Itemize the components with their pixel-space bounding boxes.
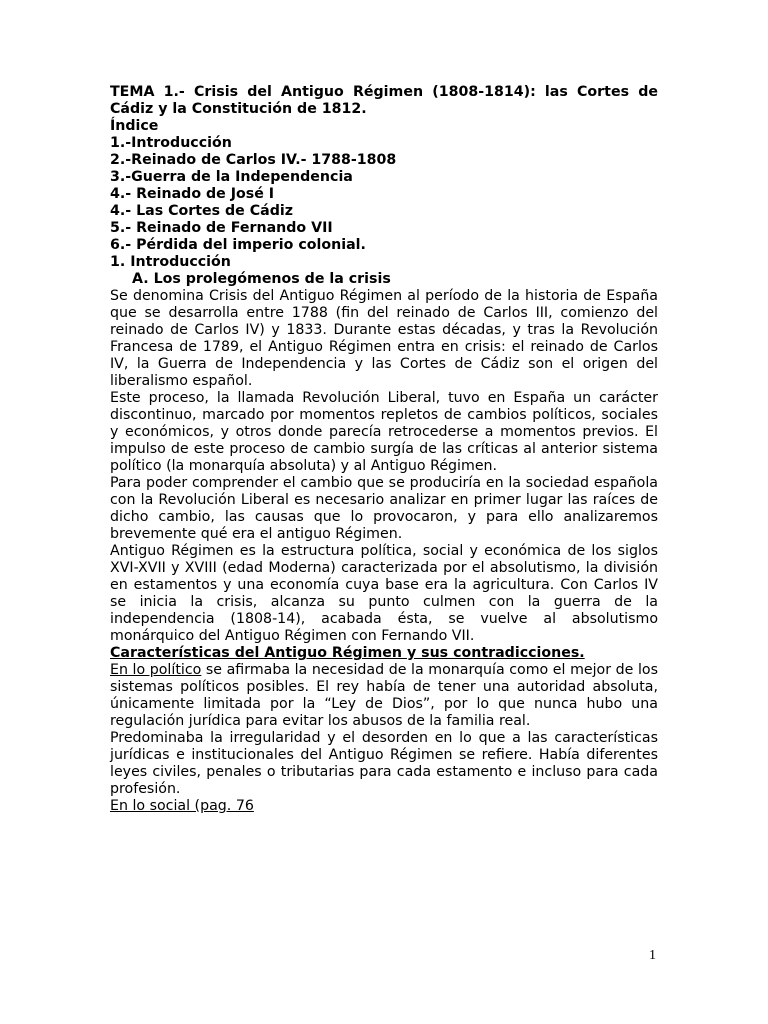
paragraph-1: Se denomina Crisis del Antiguo Régimen al período de la historia de España que se desarrolla entre 1788 (fin del reinado de Carlos III, comienzo del reinado de Carlos IV) y 1833. Durante estas décadas, y tras la Revolución Francesa de 1789, el Antiguo Régimen entra en crisis: el reinado de Carlos IV, la Guerra de Independencia y las Cortes de Cádiz son el origen del liberalismo español. xyxy=(110,288,658,389)
index-item-7: 6.- Pérdida del imperio colonial. xyxy=(110,237,366,253)
index-item-5: 4.- Las Cortes de Cádiz xyxy=(110,203,294,219)
index-item-3: 3.-Guerra de la Independencia xyxy=(110,169,353,185)
paragraph-politico xyxy=(110,662,658,730)
politico-label: En lo político xyxy=(110,662,202,678)
document-page xyxy=(110,84,658,815)
index-item-4: 4.- Reinado de José I xyxy=(110,186,275,202)
index-heading: Índice xyxy=(110,118,159,134)
paragraph-2: Este proceso, la llamada Revolución Liberal, tuvo en España un carácter discontinuo, marcado por momentos repletos de cambios políticos, sociales y económicos, y otros donde parecía retrocederse a momentos previos. El impulso de este proceso de cambio surgía de las críticas al anterior sistema político (la monarquía absoluta) y al Antiguo Régimen. xyxy=(110,390,658,474)
document-title: TEMA 1.- Crisis del Antiguo Régimen (1808-1814): las Cortes de Cádiz y la Constitución de 1812. xyxy=(110,84,658,117)
index-item-1: 1.-Introducción xyxy=(110,135,232,151)
characteristics-heading: Características del Antiguo Régimen y sus contradicciones. xyxy=(110,645,585,661)
section-heading-introduccion: 1. Introducción xyxy=(110,254,231,270)
social-label: En lo social (pag. 76 xyxy=(110,798,254,814)
index-item-6: 5.- Reinado de Fernando VII xyxy=(110,220,333,236)
index-item-2: 2.-Reinado de Carlos IV.- 1788-1808 xyxy=(110,152,397,168)
subsection-heading-prolegomenos: A. Los prolegómenos de la crisis xyxy=(132,271,391,287)
politico-text: se afirmaba la necesidad de la monarquía como el mejor de los sistemas políticos posibles. El rey había de tener una autoridad absoluta, únicamente limitada por la “Ley de Dios”, por lo que nunca hubo una regulación jurídica para evitar los abusos de la familia real. xyxy=(110,662,658,729)
page-number: 1 xyxy=(649,948,656,963)
paragraph-4: Antiguo Régimen es la estructura política, social y económica de los siglos XVI-XVII y XVIII (edad Moderna) caracterizada por el absolutismo, la división en estamentos y una economía cuya base era la agricultura. Con Carlos IV se inicia la crisis, alcanza su punto culmen con la guerra de la independencia (1808-14), acabada ésta, se vuelve al absolutismo monárquico del Antiguo Régimen con Fernando VII. xyxy=(110,543,658,644)
paragraph-irregularidad: Predominaba la irregularidad y el desorden en lo que a las características jurídicas e institucionales del Antiguo Régimen se refiere. Había diferentes leyes civiles, penales o tributarias para cada estamento e incluso para cada profesión. xyxy=(110,730,658,797)
paragraph-3: Para poder comprender el cambio que se produciría en la sociedad española con la Revolución Liberal es necesario analizar en primer lugar las raíces de dicho cambio, las causas que lo provocaron, y para ello analizaremos brevemente qué era el antiguo Régimen. xyxy=(110,475,658,542)
